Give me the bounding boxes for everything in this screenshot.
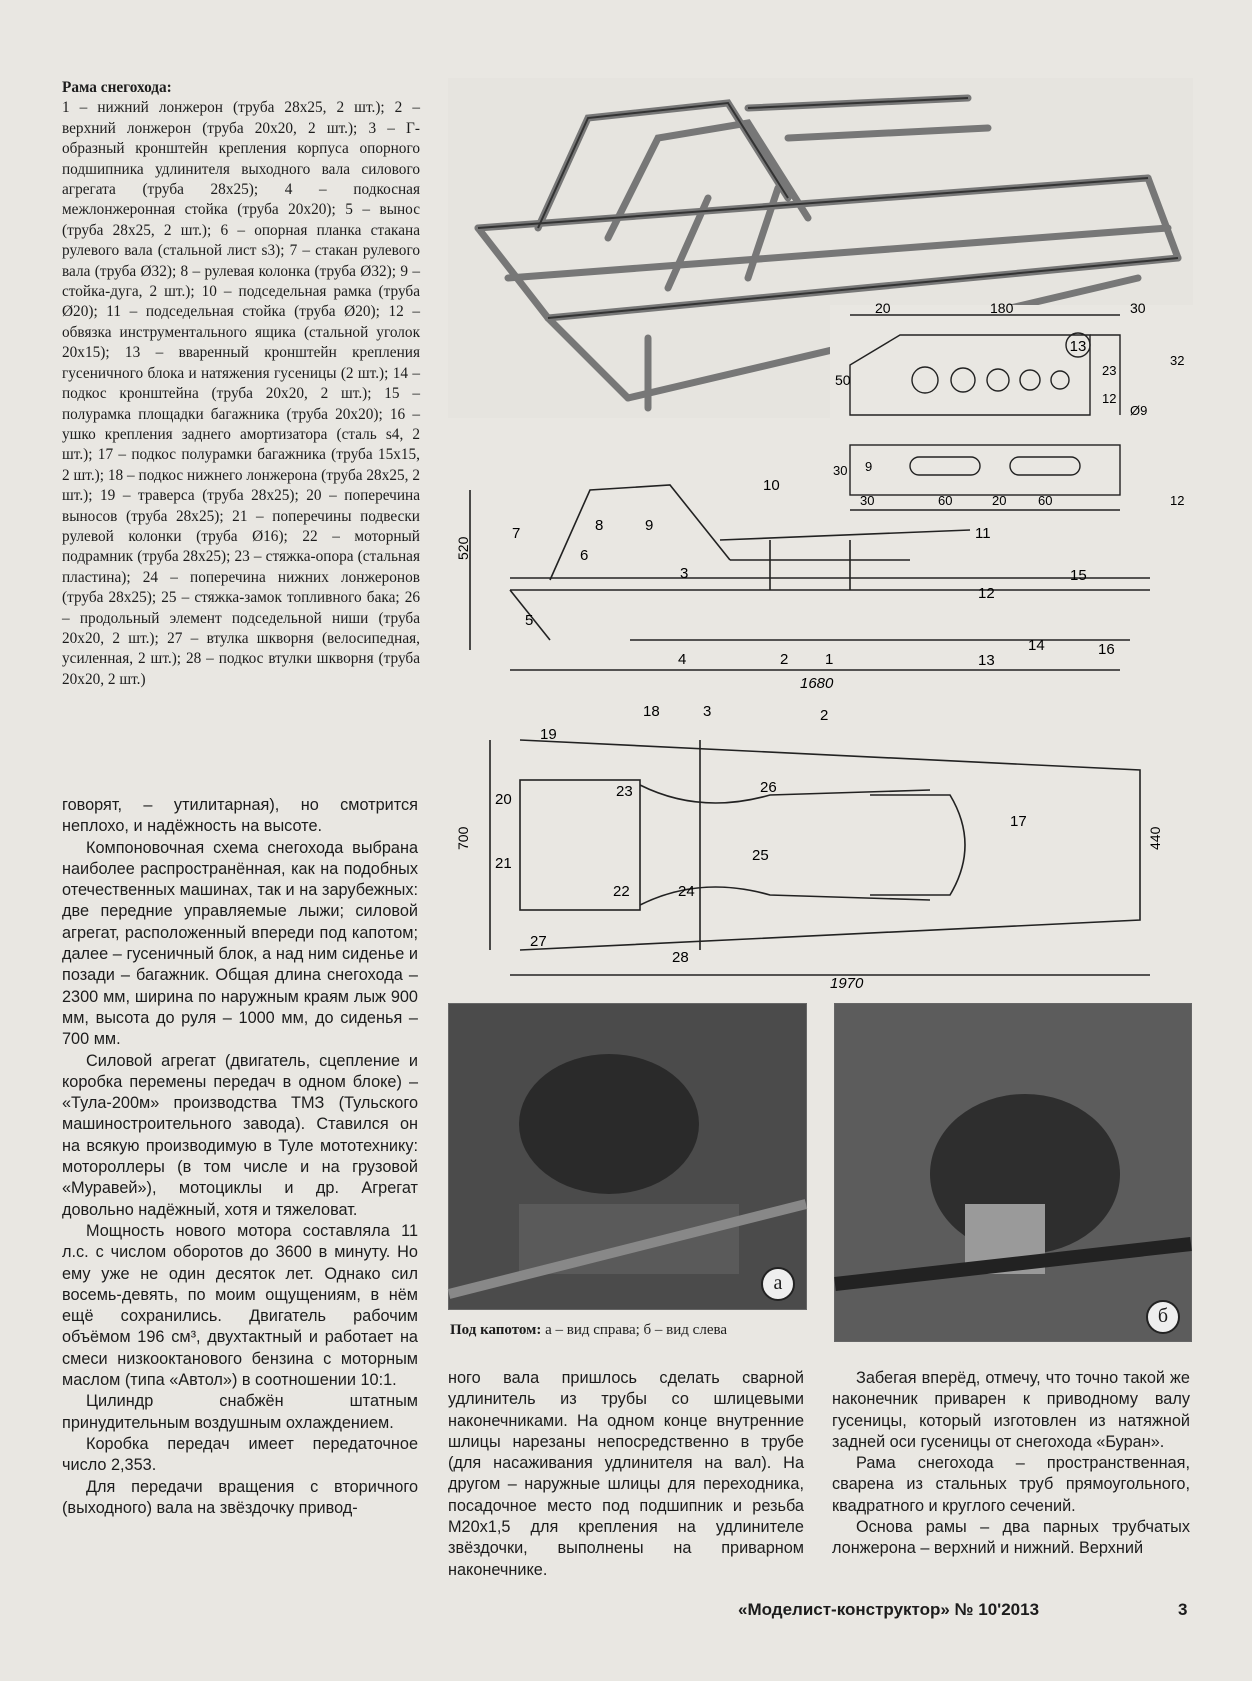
figure-legend <box>62 78 420 690</box>
bracket-part-label: 13 <box>1069 338 1087 355</box>
side-callout-15: 15 <box>1070 567 1087 584</box>
side-callout-2: 2 <box>780 651 789 668</box>
top-callout-28: 28 <box>672 949 689 966</box>
top-callout-2: 2 <box>820 707 829 724</box>
top-view-drawing <box>455 700 1190 992</box>
side-callout-1: 1 <box>825 651 834 668</box>
side-length-dim: 1680 <box>800 675 834 692</box>
top-callout-22: 22 <box>613 883 630 900</box>
bracket-dim-7: 12 <box>1102 391 1117 406</box>
side-callout-9: 9 <box>645 517 654 534</box>
col1-paragraph: Для передачи вращения с вторичного (выходного) вала на звёздочку привод- <box>62 1477 418 1517</box>
col3-paragraph: Забегая вперёд, отмечу, что точно такой же наконечник приварен к приводному валу гусеницы, который изготовлен из натяжной задней оси гусеницы от снегохода «Буран». <box>832 1369 1190 1451</box>
top-inner-dim: 440 <box>1147 826 1163 850</box>
side-callout-6: 6 <box>580 547 589 564</box>
side-callout-3: 3 <box>680 565 689 582</box>
bracket-dim-14: 60 <box>1038 493 1053 508</box>
col1-paragraph: Мощность нового мотора составляла 11 л.с. с числом оборотов до 3600 в минуту. Но ему уже не один десяток лет. Однако сил восемь-девять, по моим ощущениям, в нём ещё сохранились. Двигатель рабочим объёмом 196 см³, двухтактный и работает на смеси низкооктанового бензина с моторным маслом (типа «Автол») в соотношении 10:1. <box>62 1221 418 1390</box>
legend-text: 1 – нижний лонжерон (труба 28х25, 2 шт.); 2 – верхний лонжерон (труба 20х20, 2 шт.); 3 – Г-образный кронштейн крепления корпуса опорного подшипника удлинителя выходного вала силового агрегата (труба 28х25); 4 – подкосная межлонжеронная стойка (труба 20х20); 5 – вынос (труба 28х25, 2 шт.); 6 – опорная планка стакана рулевого вала (стальной лист s3); 7 – стакан рулевого вала (труба Ø32); 8 – рулевая колонка (труба Ø32); 9 – стойка-дуга, 2 шт.); 10 – подседельная рамка (труба Ø20); 11 – подседельная стойка (труба Ø20); 12 – обвязка инструментального ящика (стальной уголок 20х15); 13 – вваренный кронштейн крепления гусеничного блока и натяжения гусеницы (2 шт.); 14 – подкос кронштейна (труба 20х20, 2 шт.); 15 – полурамка площадки багажника (труба 20х20); 16 – ушко крепления заднего амортизатора (сталь s4, 2 шт.); 17 – подкос полурамки багажника (труба 15х15, 2 шт.); 18 – подкос нижнего лонжерона (труба 28х25, 2 шт.); 19 – траверса (труба 28х25); 20 – поперечина выносов (труба 28х25); 21 – поперечины подвески рулевой колонки (труба Ø16); 22 – моторный подрамник (труба 28х25); 23 – стяжка-опора (стальная пластина); 24 – поперечина нижних лонжеронов (труба 28х25); 25 – стяжка-замок топливного бака; 26 – продольный элемент подседельной ниши (труба 20х20, 2 шт.); 27 – втулка шкворня (велосипедная, усиленная, 2 шт.); 28 – подкос втулки шкворня (труба 20х20, 2 шт.) <box>62 99 420 688</box>
side-view-drawing <box>455 470 1190 692</box>
col2-paragraph: ного вала пришлось сделать сварной удлинитель из трубы со шлицевыми наконечниками. На одном конце внутренние шлицы нарезаны непосредственно в трубе (для насаживания удлинителя на вал). На другом – наружные шлицы для переходника, посадочное место под подшипник и резьба М20х1,5 для крепления на удлинителе звёздочки, выполнены на приварном наконечнике. <box>448 1369 804 1579</box>
col1-paragraph: Коробка передач имеет передаточное число 2,353. <box>62 1434 418 1475</box>
col1-paragraph: Цилиндр снабжён штатным принудительным воздушным охлаждением. <box>62 1392 418 1432</box>
top-callout-27: 27 <box>530 933 547 950</box>
photo-b-label: б <box>1146 1300 1180 1334</box>
bracket-dim-2: 180 <box>990 300 1014 316</box>
bracket-dim-13: 20 <box>992 493 1007 508</box>
photo-caption <box>450 1322 727 1339</box>
bracket-dim-6: 32 <box>1170 353 1185 368</box>
bracket-dim-12: 60 <box>938 493 953 508</box>
side-callout-8: 8 <box>595 517 604 534</box>
bracket-dim-15: 12 <box>1170 493 1185 508</box>
top-callout-25: 25 <box>752 847 769 864</box>
bracket-dim-1: 20 <box>875 300 891 316</box>
side-callout-11: 11 <box>975 525 991 542</box>
bracket-dim-10: 9 <box>865 459 873 474</box>
top-callout-24: 24 <box>678 883 695 900</box>
side-callout-4: 4 <box>678 651 687 668</box>
top-callout-23: 23 <box>616 783 633 800</box>
photo-caption-text: а – вид справа; б – вид слева <box>541 1322 728 1338</box>
legend-title: Рама снегохода: <box>62 79 172 96</box>
bracket-dim-5: 23 <box>1102 363 1117 378</box>
side-callout-5: 5 <box>525 612 534 629</box>
col3-paragraph: Рама снегохода – пространственная, сварена из стальных труб прямоугольного, квадратного и круглого сечений. <box>832 1454 1190 1515</box>
col1-paragraph: говорят, – утилитарная), но смотрится неплохо, и надёжность на высоте. <box>62 796 418 836</box>
bracket-dim-4: 50 <box>835 372 851 388</box>
side-callout-16: 16 <box>1098 641 1115 658</box>
col1-paragraph: Силовой агрегат (двигатель, сцепление и коробка перемены передач в одном блоке) – «Тула-200м» производства ТМЗ (Тульского машиностроительного завода). Ставился он на всякую производимую в Туле мототехнику: мотороллеры (в том числе и на грузовой «Муравей»), мотоциклы и др. Агрегат довольно надёжный, хотя и тяжеловат. <box>62 1051 418 1219</box>
article-column-3 <box>832 1368 1190 1560</box>
article-column-1 <box>62 795 418 1519</box>
top-callout-20: 20 <box>495 791 512 808</box>
bracket-dim-9: 30 <box>833 463 848 478</box>
top-callout-17: 17 <box>1010 813 1027 830</box>
side-height-dim: 520 <box>455 536 471 560</box>
engine-photo-right-view <box>448 1003 807 1310</box>
photo-caption-bold: Под капотом: <box>450 1322 542 1338</box>
bracket-dim-8: Ø9 <box>1130 403 1148 418</box>
article-column-2 <box>448 1368 804 1581</box>
top-callout-21: 21 <box>495 855 512 872</box>
side-callout-13: 13 <box>978 652 995 669</box>
engine-photo-left-view <box>834 1003 1192 1342</box>
bracket-dim-3: 30 <box>1130 300 1146 316</box>
top-length-dim: 1970 <box>830 975 864 992</box>
top-callout-3: 3 <box>703 703 712 720</box>
side-callout-7: 7 <box>512 525 521 542</box>
side-callout-14: 14 <box>1028 637 1045 654</box>
journal-footer: «Моделист-конструктор» № 10'2013 <box>738 1600 1040 1619</box>
page-number: 3 <box>1178 1600 1188 1619</box>
top-callout-18: 18 <box>643 703 660 720</box>
bracket-dim-11: 30 <box>860 493 875 508</box>
side-callout-12: 12 <box>978 585 995 602</box>
top-callout-26: 26 <box>760 779 777 796</box>
photo-a-label: а <box>761 1267 795 1301</box>
side-callout-10: 10 <box>763 477 780 494</box>
col1-paragraph: Компоновочная схема снегохода выбрана наиболее распространённая, как на подобных отечественных машинах, так и на зарубежных: две передние управляемые лыжи; силовой агрегат, расположенный впереди под капотом; далее – гусеничный блок, а над ним сиденье и позади – багажник. Общая длина снегохода – 2300 мм, ширина по наружным краям лыж 900 мм, высота до руля – 1000 мм, до сиденья – 700 мм. <box>62 838 418 1049</box>
top-width-dim: 700 <box>455 826 471 850</box>
col3-paragraph: Основа рамы – два парных трубчатых лонжерона – верхний и нижний. Верхний <box>832 1518 1190 1558</box>
top-callout-19: 19 <box>540 726 557 743</box>
